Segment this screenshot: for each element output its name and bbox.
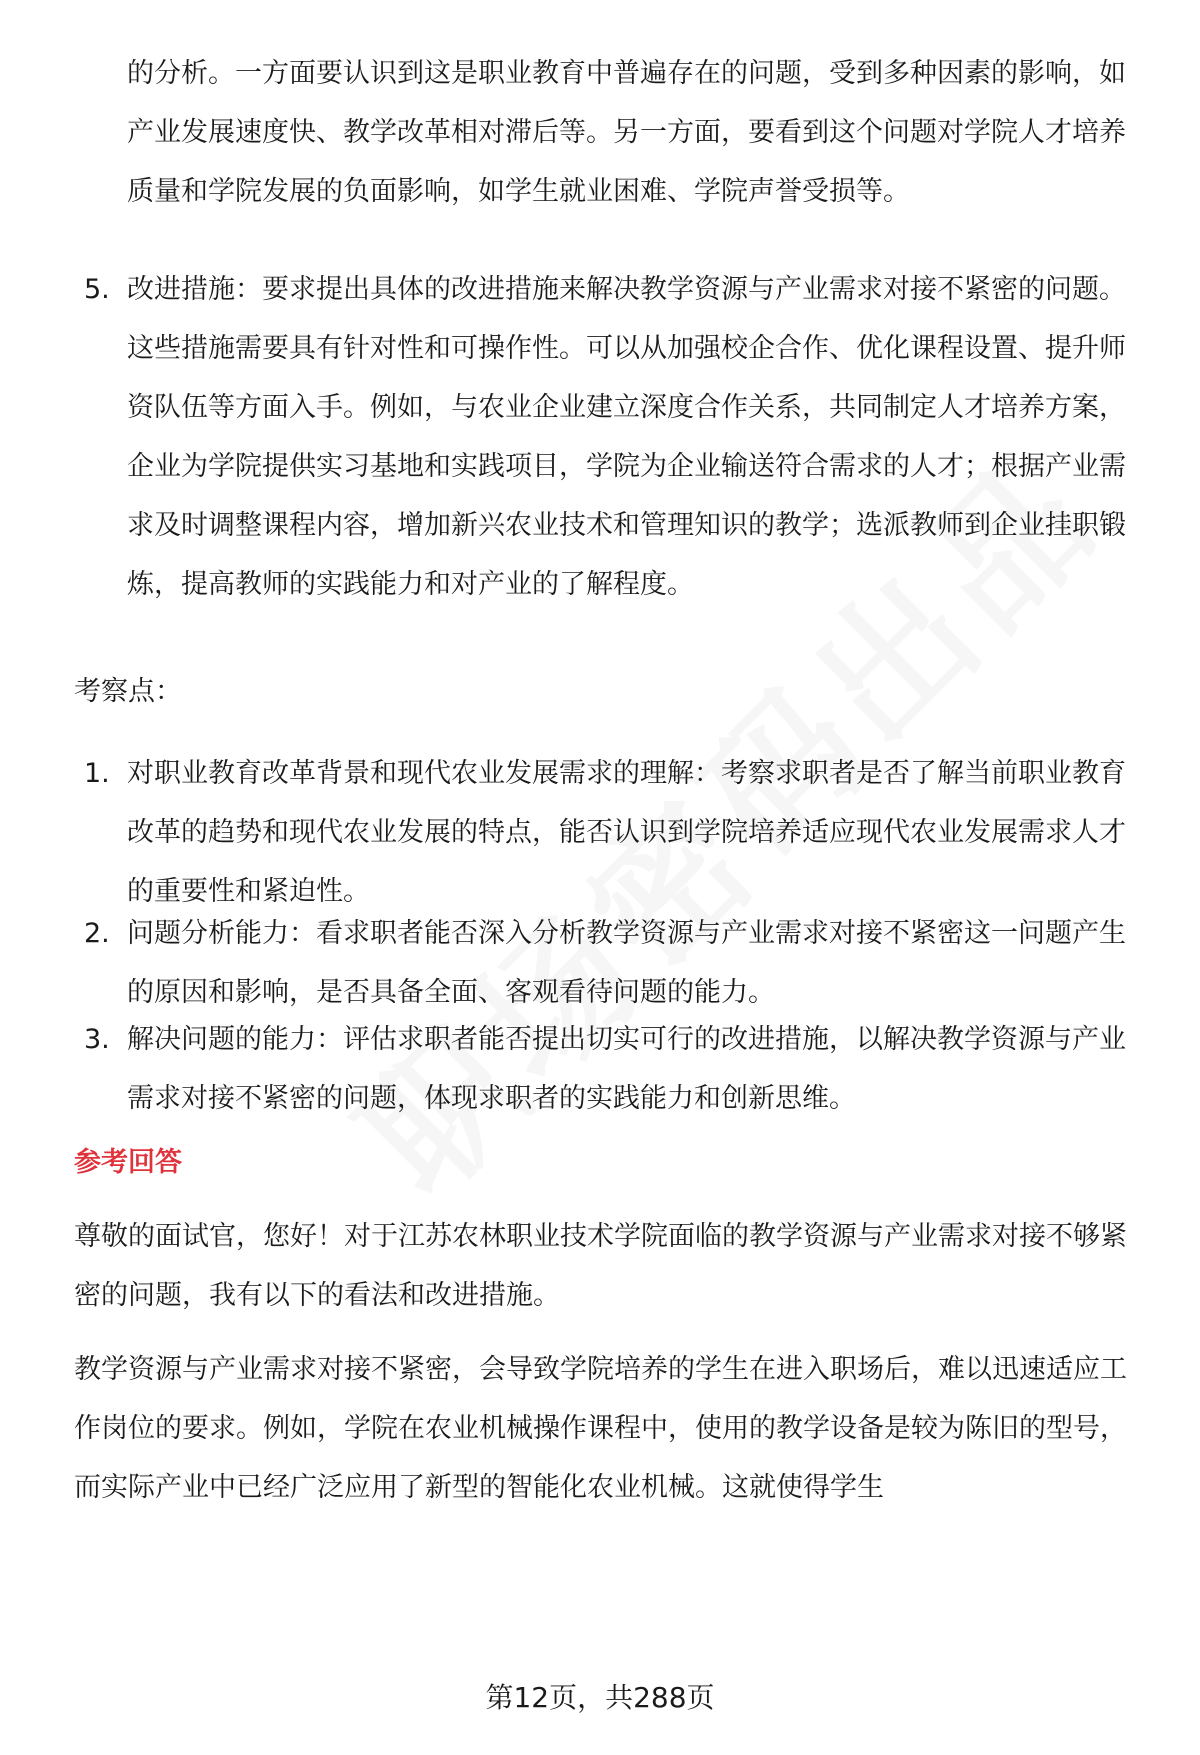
item-4-continuation: 的分析。一方面要认识到这是职业教育中普遍存在的问题，受到多种因素的影响，如产业发展速度快、教学改革相对滞后等。另一方面，要看到这个问题对学院人才培养质量和学院发展的负面影响，如学生就业困难、学院声誉受损等。	[127, 58, 1126, 207]
page-footer: 第12页，共288页	[485, 1681, 715, 1714]
list-item-text: 对职业教育改革背景和现代农业发展需求的理解：考察求职者是否了解当前职业教育改革的趋势和现代农业发展的特点，能否认识到学院培养适应现代农业发展需求人才的重要性和紧迫性。	[127, 758, 1126, 907]
list-number: 1.	[84, 758, 110, 789]
list-number: 2.	[84, 918, 110, 949]
list-item-text: 解决问题的能力：评估求职者能否提出切实可行的改进措施，以解决教学资源与产业需求对接不紧密的问题，体现求职者的实践能力和创新思维。	[127, 1024, 1126, 1114]
list-item-text: 改进措施：要求提出具体的改进措施来解决教学资源与产业需求对接不紧密的问题。这些措施需要具有针对性和可操作性。可以从加强校企合作、优化课程设置、提升师资队伍等方面入手。例如，与农业企业建立深度合作关系，共同制定人才培养方案，企业为学院提供实习基地和实践项目，学院为企业输送符合需求的人才；根据产业需求及时调整课程内容，增加新兴农业技术和管理知识的教学；选派教师到企业挂职锻炼，提高教师的实践能力和对产业的了解程度。	[127, 274, 1126, 600]
answer-paragraph-1: 尊敬的面试官，您好！对于江苏农林职业技术学院面临的教学资源与产业需求对接不够紧密的问题，我有以下的看法和改进措施。	[74, 1221, 1127, 1311]
list-number: 5.	[84, 274, 110, 305]
answer-paragraph-2: 教学资源与产业需求对接不紧密，会导致学院培养的学生在进入职场后，难以迅速适应工作岗位的要求。例如，学院在农业机械操作课程中，使用的教学设备是较为陈旧的型号，而实际产业中已经广泛应用了新型的智能化农业机械。这就使得学生	[74, 1354, 1127, 1503]
answer-heading: 参考回答	[74, 1147, 182, 1178]
list-item-text: 问题分析能力：看求职者能否深入分析教学资源与产业需求对接不紧密这一问题产生的原因和影响，是否具备全面、客观看待问题的能力。	[127, 918, 1126, 1008]
list-number: 3.	[84, 1024, 110, 1055]
points-title: 考察点：	[74, 676, 182, 707]
